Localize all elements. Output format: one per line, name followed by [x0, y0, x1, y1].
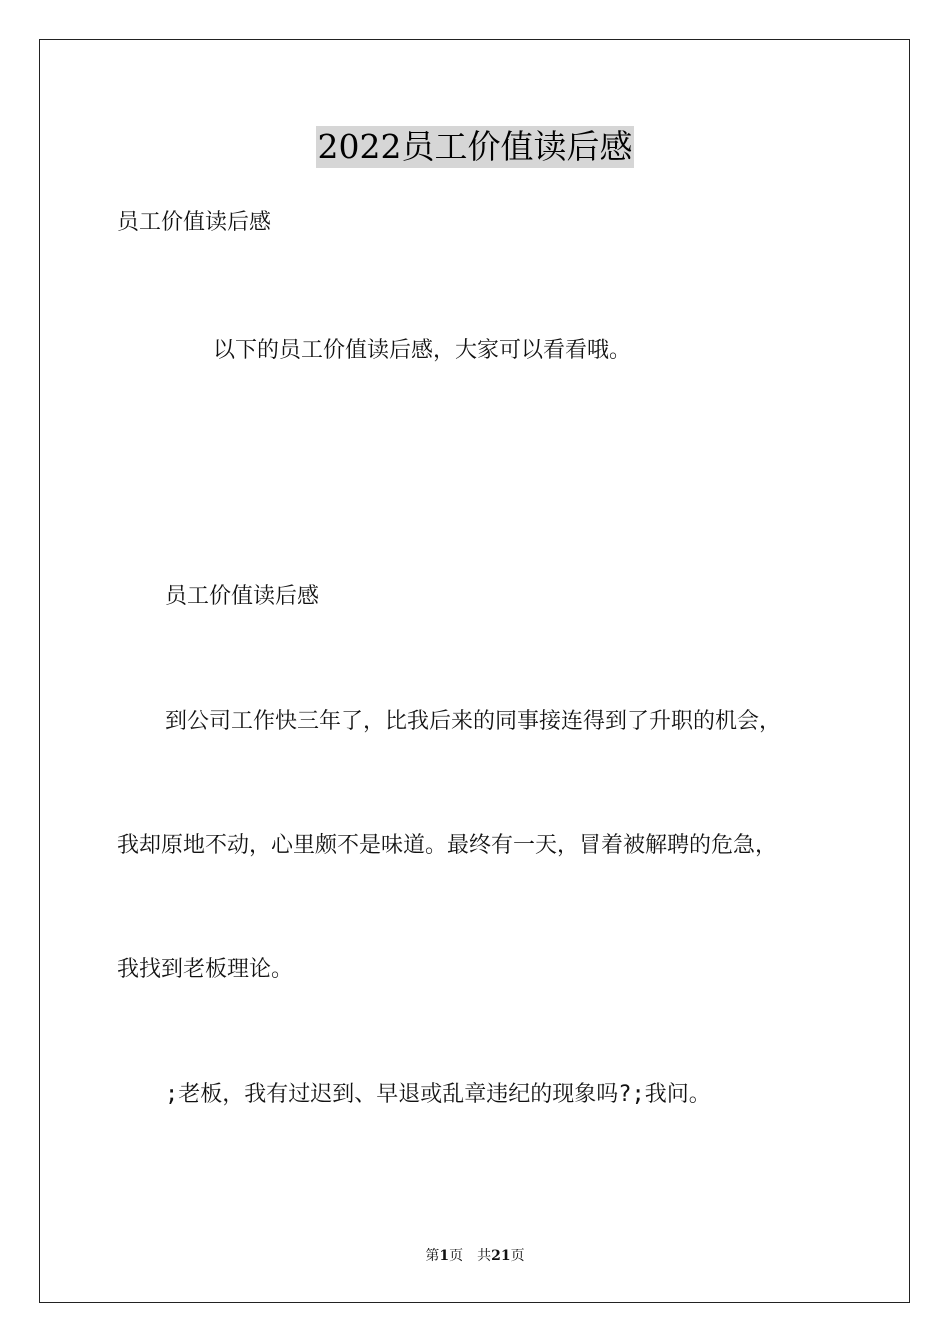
subtitle-paragraph: 员工价值读后感	[117, 210, 272, 235]
section-heading-paragraph: 员工价值读后感	[165, 584, 320, 609]
quote-paragraph: ;老板，我有过迟到、早退或乱章违纪的现象吗?;我问。	[165, 1082, 711, 1107]
body-paragraph-line-3: 我找到老板理论。	[117, 957, 294, 982]
body-paragraph-line-1: 到公司工作快三年了，比我后来的同事接连得到了升职的机会，	[165, 709, 782, 734]
footer-page-prefix: 第	[425, 1248, 440, 1264]
footer-page-number: 1	[439, 1248, 450, 1264]
body-paragraph-line-2: 我却原地不动，心里颇不是味道。最终有一天，冒着被解聘的危急，	[117, 833, 778, 858]
footer-page-suffix: 页	[449, 1248, 464, 1264]
footer-total-prefix: 共	[477, 1248, 492, 1264]
footer-total-pages: 21	[491, 1248, 511, 1264]
intro-paragraph: 以下的员工价值读后感，大家可以看看哦。	[213, 338, 632, 363]
title-container	[0, 126, 950, 168]
document-title: 2022员工价值读后感	[317, 127, 633, 166]
page-footer	[0, 1246, 950, 1266]
footer-total-suffix: 页	[510, 1248, 525, 1264]
